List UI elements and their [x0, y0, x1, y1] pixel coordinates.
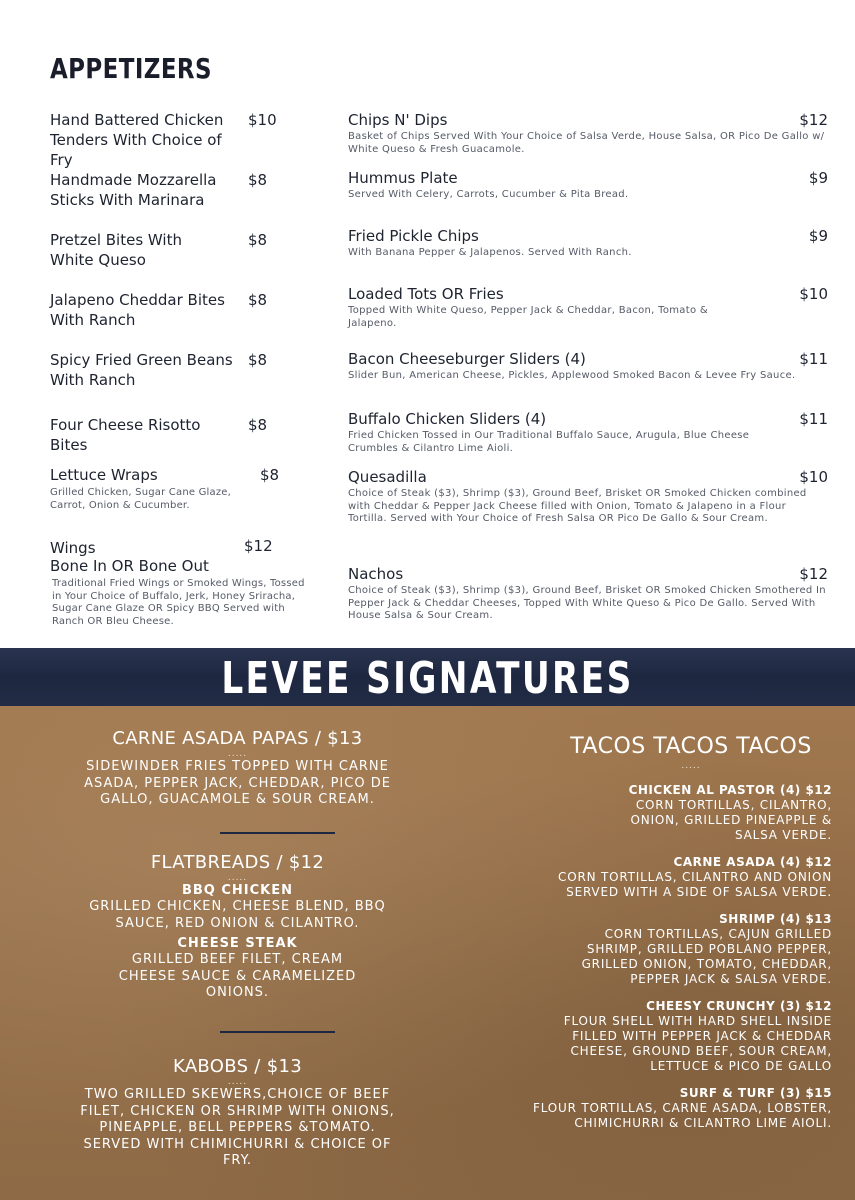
item-price: $11 — [799, 410, 828, 428]
item-name: Fried Pickle Chips — [348, 227, 479, 245]
banner-title: LEVEE SIGNATURES — [221, 653, 634, 704]
taco-body: CORN TORTILLAS, CILANTRO, ONION, GRILLED PINEAPPLE & SALSA VERDE. — [630, 798, 832, 842]
section-heading: CARNE ASADA PAPAS / $13 — [112, 728, 363, 749]
menu-item — [50, 415, 290, 455]
item-price: $9 — [808, 169, 828, 187]
section-body: TWO GRILLED SKEWERS,CHOICE OF BEEF FILET, CHICKEN OR SHRIMP WITH ONIONS, PINEAPPLE, BELL PEPPERS &TOMATO. SERVED WITH CHIMICHURRI & CHOICE OF FRY. — [80, 1087, 395, 1168]
taco-name: CARNE ASADA (4) $12 — [673, 855, 832, 869]
taco-item — [520, 855, 832, 900]
item-name: Loaded Tots OR Fries — [348, 285, 504, 303]
taco-name: SURF & TURF (3) $15 — [679, 1086, 832, 1100]
flatbreads-block — [40, 852, 435, 1002]
item-price: $12 — [244, 537, 273, 555]
taco-item — [520, 999, 832, 1074]
item-name: Pretzel Bites With White Queso — [50, 231, 182, 269]
tacos-block — [520, 734, 832, 1131]
taco-name: SHRIMP (4) $13 — [719, 912, 832, 926]
item-name: Chips N' Dips — [348, 111, 448, 129]
item-description: Slider Bun, American Cheese, Pickles, Applewood Smoked Bacon & Levee Fry Sauce. — [348, 370, 796, 381]
flatbread-body: GRILLED CHICKEN, CHEESE BLEND, BBQ SAUCE, RED ONION & CILANTRO. — [89, 899, 386, 931]
taco-body: CORN TORTILLAS, CILANTRO AND ONION SERVED WITH A SIDE OF SALSA VERDE. — [558, 870, 832, 899]
taco-body: FLOUR TORTILLAS, CARNE ASADA, LOBSTER, CHIMICHURRI & CILANTRO LIME AIOLI. — [533, 1101, 832, 1130]
item-description: Grilled Chicken, Sugar Cane Glaze, Carrot, Onion & Cucumber. — [50, 487, 232, 511]
item-name: Hummus Plate — [348, 169, 458, 187]
item-price: $10 — [799, 285, 828, 303]
taco-body: CORN TORTILLAS, CAJUN GRILLED SHRIMP, GRILLED POBLANO PEPPER, GRILLED ONION, TOMATO, CHEDDAR, PEPPER JACK & SALSA VERDE. — [581, 927, 832, 986]
item-name: Spicy Fried Green Beans With Ranch — [50, 351, 233, 389]
menu-item — [348, 226, 828, 260]
section-body: SIDEWINDER FRIES TOPPED WITH CARNE ASADA, PEPPER JACK, CHEDDAR, PICO DE GALLO, GUACAMOLE & SOUR CREAM. — [84, 759, 391, 807]
dots-divider: ..... — [227, 749, 248, 759]
item-name: Buffalo Chicken Sliders (4) — [348, 410, 547, 428]
taco-body: FLOUR SHELL WITH HARD SHELL INSIDE FILLED WITH PEPPER JACK & CHEDDAR CHEESE, GROUND BEEF, SOUR CREAM, LETTUCE & PICO DE GALLO — [563, 1014, 832, 1073]
item-description: Topped With White Queso, Pepper Jack & Cheddar, Bacon, Tomato & Jalapeno. — [348, 305, 708, 329]
menu-item — [50, 537, 305, 628]
menu-item — [50, 110, 290, 170]
menu-item — [348, 564, 828, 623]
appetizers-title: APPETIZERS — [50, 52, 212, 85]
dots-divider: ..... — [227, 1077, 248, 1087]
item-description: With Banana Pepper & Jalapenos. Served With Ranch. — [348, 247, 632, 258]
flatbread-body: GRILLED BEEF FILET, CREAM CHEESE SAUCE & CARAMELIZED ONIONS. — [118, 952, 357, 1000]
item-price: $12 — [799, 565, 828, 583]
item-name: Handmade Mozzarella Sticks With Marinara — [50, 171, 217, 209]
menu-item — [50, 465, 290, 512]
item-name: Hand Battered Chicken Tenders With Choice of Fry — [50, 111, 224, 169]
item-name: Jalapeno Cheddar Bites With Ranch — [50, 291, 225, 329]
item-price: $8 — [248, 231, 268, 249]
divider-line — [220, 1031, 335, 1033]
item-name: Four Cheese Risotto Bites — [50, 416, 201, 454]
taco-item — [520, 1086, 832, 1131]
item-name-subtitle: Bone In OR Bone Out — [50, 557, 209, 575]
item-price: $8 — [248, 171, 268, 189]
item-price: $10 — [799, 468, 828, 486]
item-price: $8 — [248, 291, 268, 309]
menu-item — [348, 467, 828, 526]
flatbread-name: BBQ CHICKEN — [181, 883, 294, 898]
item-description: Choice of Steak ($3), Shrimp ($3), Ground Beef, Brisket OR Smoked Chicken Smothered In Pepper Jack & Cheddar Cheeses, Topped With White Queso & Pico De Gallo. Served With House Salsa & Sour Cream. — [348, 585, 826, 621]
menu-item — [348, 284, 828, 330]
flatbread-name: CHEESE STEAK — [177, 936, 298, 951]
signatures-section — [0, 706, 855, 1200]
menu-item — [50, 230, 290, 270]
dots-divider: ..... — [227, 873, 248, 883]
item-name: Bacon Cheeseburger Sliders (4) — [348, 350, 586, 368]
taco-name: CHICKEN AL PASTOR (4) $12 — [628, 783, 832, 797]
item-description: Traditional Fried Wings or Smoked Wings, Tossed in Your Choice of Buffalo, Jerk, Honey Sriracha, Sugar Cane Glaze OR Spicy BBQ Served with Ranch OR Bleu Cheese. — [52, 578, 305, 627]
taco-name: CHEESY CRUNCHY (3) $12 — [646, 999, 832, 1013]
item-description: Basket of Chips Served With Your Choice of Salsa Verde, House Salsa, OR Pico De Gallo w/ White Queso & Fresh Guacamole. — [348, 131, 825, 155]
item-description: Fried Chicken Tossed in Our Traditional Buffalo Sauce, Arugula, Blue Cheese Crumbles & Cilantro Lime Aioli. — [348, 430, 750, 454]
section-heading: FLATBREADS / $12 — [150, 852, 325, 873]
item-price: $8 — [248, 351, 268, 369]
menu-item — [348, 168, 828, 202]
section-heading: KABOBS / $13 — [173, 1056, 302, 1077]
item-description: Served With Celery, Carrots, Cucumber & Pita Bread. — [348, 189, 629, 200]
item-name: Nachos — [348, 565, 404, 583]
menu-item — [348, 349, 828, 383]
item-price: $11 — [799, 350, 828, 368]
item-price: $9 — [808, 227, 828, 245]
menu-item — [348, 110, 828, 156]
item-description: Choice of Steak ($3), Shrimp ($3), Ground Beef, Brisket OR Smoked Chicken combined with Cheddar & Pepper Jack Cheese filled with Onion, Tomato & Jalapeno in a Flour Tortilla. Served with Your Choice of Fresh Salsa OR Pico De Gallo & Sour Cream. — [348, 488, 807, 524]
item-price: $10 — [248, 111, 277, 129]
menu-item — [348, 409, 828, 455]
divider-line — [220, 832, 335, 834]
kabobs-block — [40, 1056, 435, 1170]
item-price: $8 — [248, 416, 268, 434]
dots-divider: ..... — [681, 761, 701, 771]
item-name: Quesadilla — [348, 468, 427, 486]
taco-item — [520, 783, 832, 843]
tacos-heading: TACOS TACOS TACOS — [570, 734, 812, 759]
item-name: Wings — [50, 539, 96, 557]
menu-item — [50, 290, 290, 330]
carne-asada-papas-block — [40, 728, 435, 809]
menu-item — [50, 170, 290, 210]
signatures-banner — [0, 648, 855, 706]
item-price: $12 — [799, 111, 828, 129]
taco-item — [520, 912, 832, 987]
item-price: $8 — [260, 466, 280, 484]
menu-item — [50, 350, 290, 390]
item-name: Lettuce Wraps — [50, 466, 158, 484]
